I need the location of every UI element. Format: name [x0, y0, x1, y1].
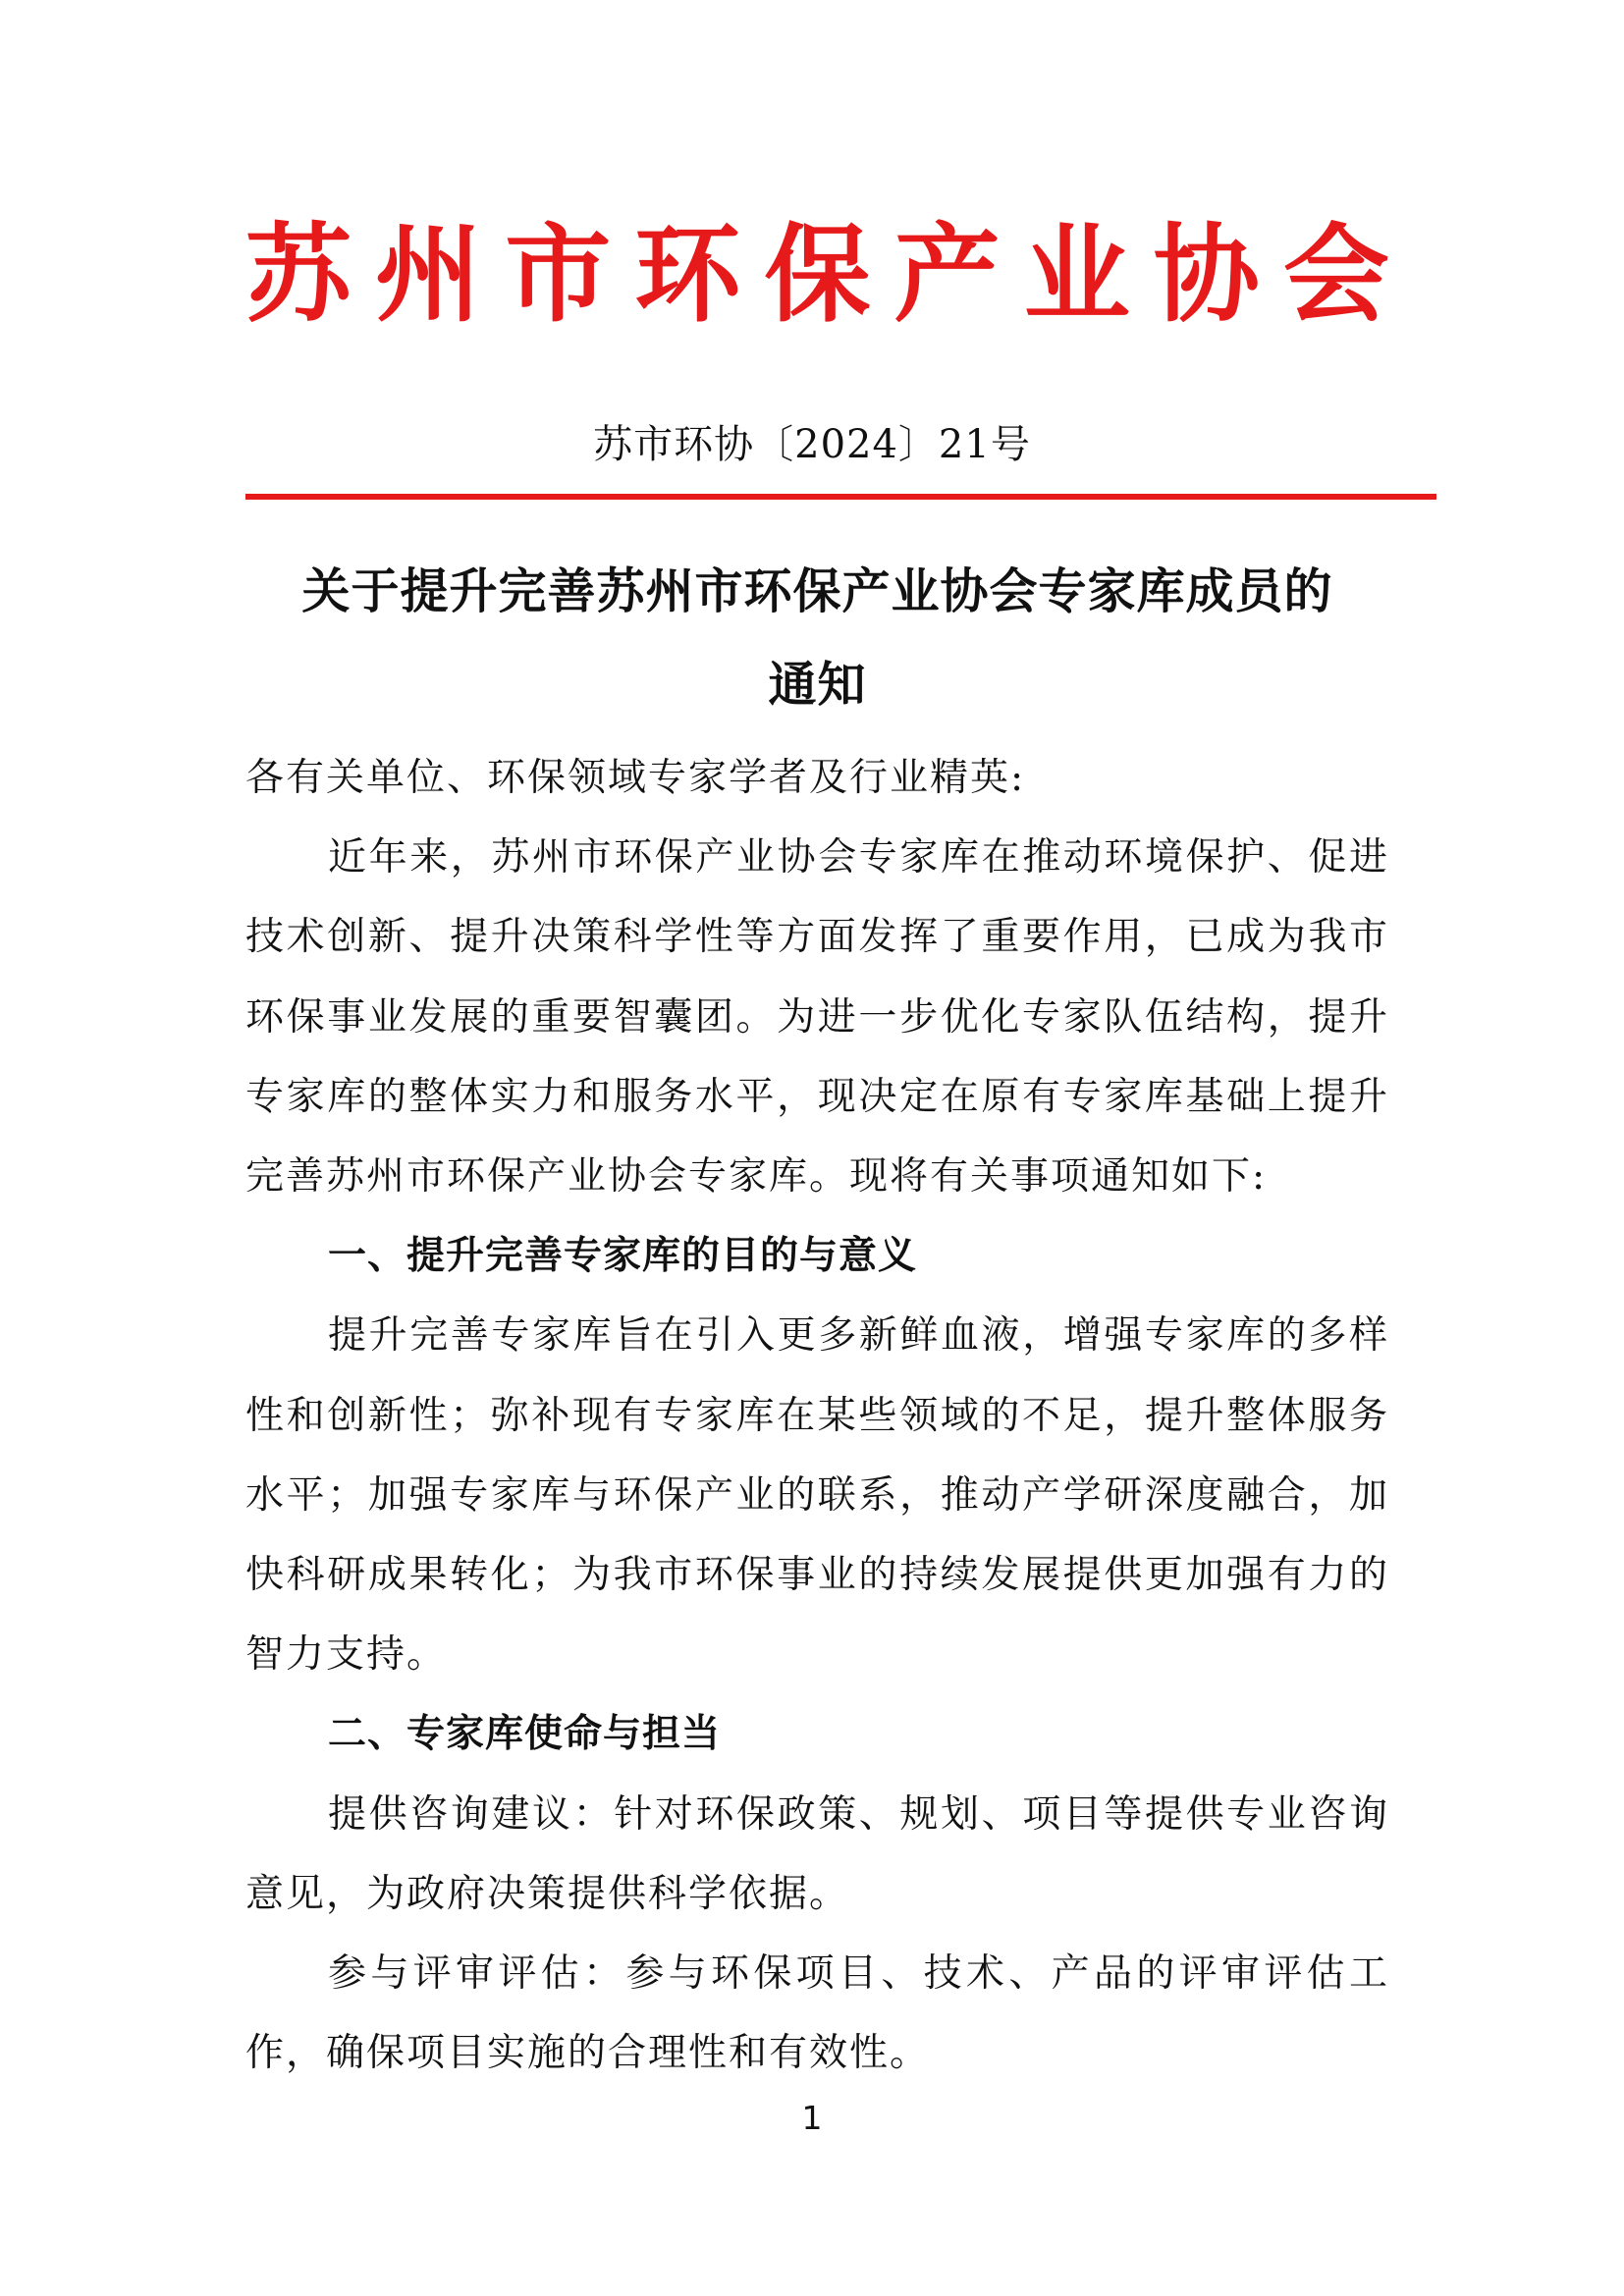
section-2-item-1: 提供咨询建议：针对环保政策、规划、项目等提供专业咨询意见，为政府决策提供科学依据。: [245, 1791, 1389, 1916]
document-body: [245, 738, 1389, 2093]
masthead-char: 协: [1153, 213, 1260, 337]
section-1-paragraph: 提升完善专家库旨在引入更多新鲜血液，增强专家库的多样性和创新性；弥补现有专家库在某些领域的不足，提升整体服务水平；加强专家库与环保产业的联系，推动产学研深度融合，加快科研成果转化；为我市环保事业的持续发展提供更加强有力的智力支持。: [245, 1313, 1389, 1678]
red-divider-line: [245, 494, 1436, 500]
masthead-char: 州: [375, 213, 482, 337]
salutation: 各有关单位、环保领域专家学者及行业精英:: [245, 756, 1026, 800]
masthead-char: 环: [634, 213, 741, 337]
masthead-char: 保: [764, 213, 871, 337]
section-2-item-2: 参与评审评估：参与环保项目、技术、产品的评审评估工作，确保项目实施的合理性和有效性。: [245, 1951, 1389, 2076]
masthead-char: 市: [505, 213, 612, 337]
title-line-2: 通知: [768, 657, 867, 713]
masthead-char: 会: [1282, 213, 1389, 337]
masthead-char: 业: [1023, 213, 1130, 337]
section-1-heading: 一、提升完善专家库的目的与意义: [328, 1234, 918, 1279]
intro-paragraph: 近年来，苏州市环保产业协会专家库在推动环境保护、促进技术创新、提升决策科学性等方面发挥了重要作用，已成为我市环保事业发展的重要智囊团。为进一步优化专家队伍结构，提升专家库的整体实力和服务水平，现决定在原有专家库基础上提升完善苏州市环保产业协会专家库。现将有关事项通知如下:: [245, 835, 1389, 1200]
document-number: 苏市环协〔2024〕21号: [593, 422, 1031, 467]
masthead-char: 苏: [245, 213, 352, 337]
title-line-1: 关于提升完善苏州市环保产业协会专家库成员的: [301, 563, 1333, 619]
document-title: [245, 545, 1389, 731]
masthead-char: 产: [893, 213, 1001, 337]
organization-masthead: [245, 211, 1389, 339]
section-2-heading: 二、专家库使命与担当: [328, 1712, 722, 1757]
page-number: 1: [801, 2099, 823, 2137]
